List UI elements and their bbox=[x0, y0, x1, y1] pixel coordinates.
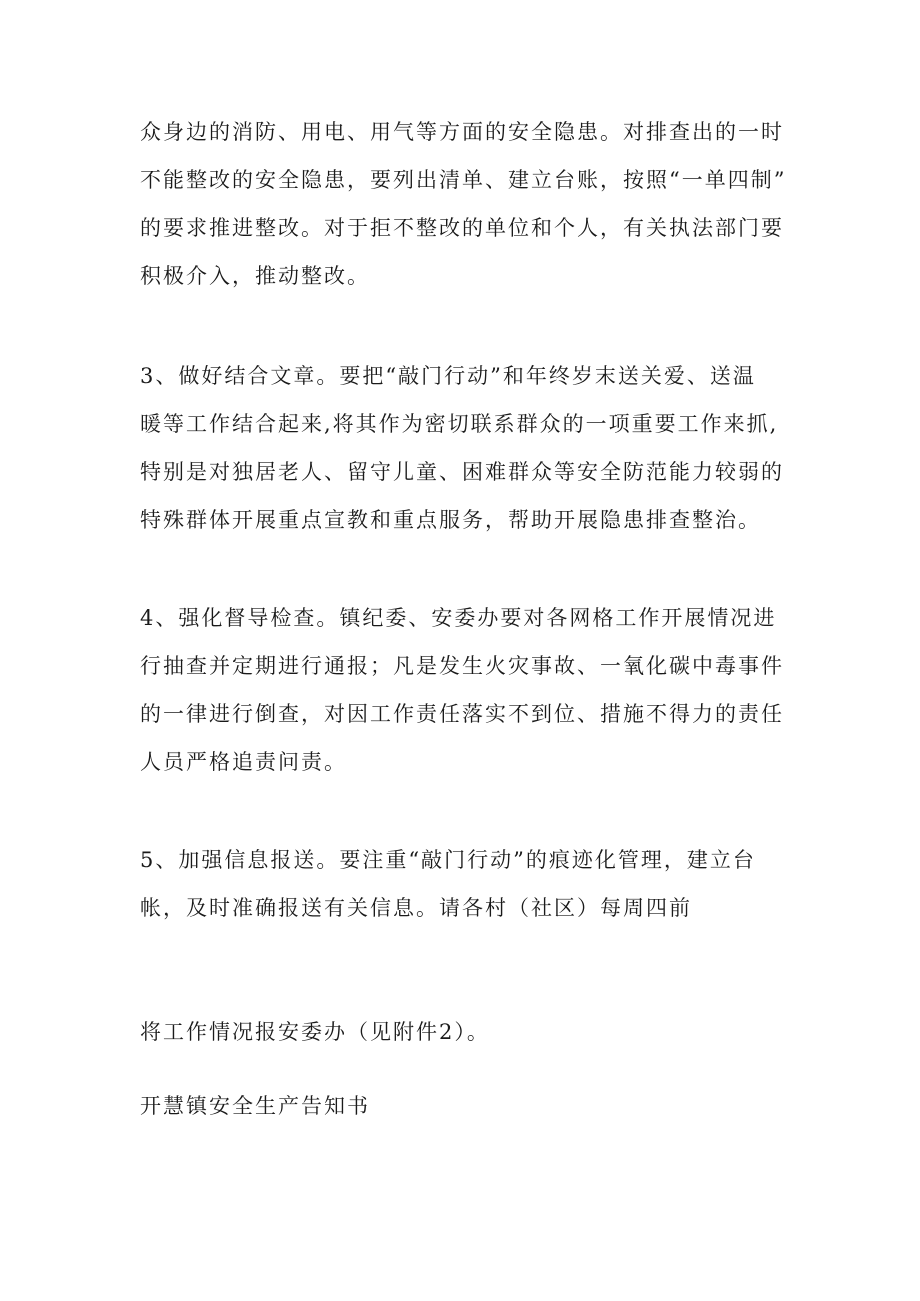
text-line: 暖等工作结合起来,将其作为密切联系群众的一项重要工作来抓, bbox=[140, 412, 779, 436]
text-line: 特殊群体开展重点宣教和重点服务，帮助开展隐患排查整治。 bbox=[140, 508, 761, 532]
text-line: 5、加强信息报送。要注重“敲门行动”的痕迹化管理，建立台 bbox=[140, 848, 756, 872]
paragraph-item-5-continued bbox=[140, 1008, 800, 1056]
text-line: 将工作情况报安委办（见附件2）。 bbox=[140, 1020, 490, 1044]
text-line: 4、强化督导检查。镇纪委、安委办要对各网格工作开展情况进 bbox=[140, 606, 777, 630]
text-line: 开慧镇安全生产告知书 bbox=[140, 1094, 370, 1118]
text-line: 的一律进行倒查，对因工作责任落实不到位、措施不得力的责任 bbox=[140, 702, 784, 726]
text-line: 特别是对独居老人、留守儿童、困难群众等安全防范能力较弱的 bbox=[140, 460, 784, 484]
paragraph-hazard-rectification bbox=[140, 108, 800, 300]
text-line: 不能整改的安全隐患，要列出清单、建立台账，按照“一单四制” bbox=[140, 168, 787, 192]
text-line: 行抽查并定期进行通报；凡是发生火灾事故、一氧化碳中毒事件 bbox=[140, 654, 784, 678]
text-line: 的要求推进整改。对于拒不整改的单位和个人，有关执法部门要 bbox=[140, 216, 784, 240]
paragraph-item-4 bbox=[140, 594, 800, 786]
paragraph-item-5 bbox=[140, 836, 800, 932]
section-heading-notice bbox=[140, 1082, 800, 1130]
text-line: 帐，及时准确报送有关信息。请各村（社区）每周四前 bbox=[140, 896, 692, 920]
text-line: 3、做好结合文章。要把“敲门行动”和年终岁末送关爱、送温 bbox=[140, 364, 756, 388]
paragraph-item-3 bbox=[140, 352, 800, 544]
text-line: 积极介入，推动整改。 bbox=[140, 264, 370, 288]
text-line: 众身边的消防、用电、用气等方面的安全隐患。对排查出的一时 bbox=[140, 120, 784, 144]
text-line: 人员严格追责问责。 bbox=[140, 750, 347, 774]
